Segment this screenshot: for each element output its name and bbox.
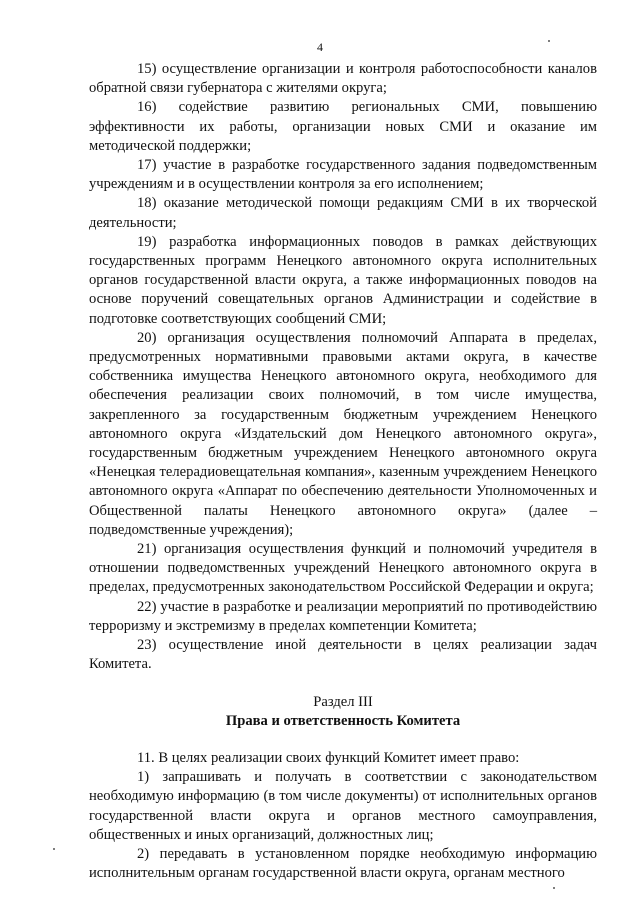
scan-speck: [53, 848, 55, 850]
scan-speck: [548, 40, 550, 42]
document-body: [89, 60, 597, 883]
list-item-16: 16) содействие развитию региональных СМИ, повышению эффективности их работы, организации новых СМИ и оказание им методической поддержки;: [89, 99, 597, 154]
clause-11-item-2: 2) передавать в установленном порядке необходимую информацию исполнительным органам государственной власти округа, органам местного: [89, 845, 597, 882]
clause-11-item-1: 1) запрашивать и получать в соответствии с законодательством необходимую информацию (в том числе документы) от исполнительных органов государственной власти округа и органов местного самоуправления, общественных и иных организаций, должностных лиц;: [89, 769, 597, 843]
list-item-23: 23) осуществление иной деятельности в целях реализации задач Комитета.: [89, 637, 597, 673]
page-number: 4: [317, 40, 323, 54]
list-item-17: 17) участие в разработке государственного задания подведомственным учреждениям и в осуществлении контроля за его исполнением;: [89, 157, 597, 193]
list-item-18: 18) оказание методической помощи редакциям СМИ в их творческой деятельности;: [89, 195, 597, 231]
list-item-20: 20) организация осуществления полномочий Аппарата в пределах, предусмотренных нормативными правовыми актами округа, в качестве собственника имущества Ненецкого автономного округа, необходимого для обеспечения реализации своих полномочий, в том числе имущества, закрепленного за государственным бюджетным учреждением Ненецкого автономного округа «Издательский дом Ненецкого автономного округа», государственным бюджетным учреждением Ненецкого автономного округа «Ненецкая телерадиовещательная компания», казенным учреждением Ненецкого автономного округа «Аппарат по обеспечению деятельности Уполномоченных и Общественной палаты Ненецкого автономного округа» (далее – подведомственные учреждения);: [89, 329, 597, 538]
list-item-21: 21) организация осуществления функций и полномочий учредителя в отношении подведомственных учреждений Ненецкого автономного округа в пределах, предусмотренных законодательством Российской Федерации и округа;: [89, 541, 597, 596]
list-item-19: 19) разработка информационных поводов в рамках действующих государственных программ Ненецкого автономного округа исполнительных органов государственной власти округа, а также информационных поводов на основе поручений совещательных органов Администрации и содействие в подготовке соответствующих сообщений СМИ;: [89, 233, 597, 327]
section-title: Права и ответственность Комитета: [225, 712, 461, 729]
list-item-15: 15) осуществление организации и контроля работоспособности каналов обратной связи губернатора с жителями округа;: [89, 61, 597, 97]
section-number: Раздел III: [313, 693, 373, 710]
list-item-22: 22) участие в разработке и реализации мероприятий по противодействию терроризму и экстремизму в пределах компетенции Комитета;: [89, 598, 597, 634]
scan-speck: [553, 887, 555, 889]
section-spacer: [89, 731, 597, 749]
clause-11: 11. В целях реализации своих функций Комитет имеет право:: [137, 749, 520, 766]
